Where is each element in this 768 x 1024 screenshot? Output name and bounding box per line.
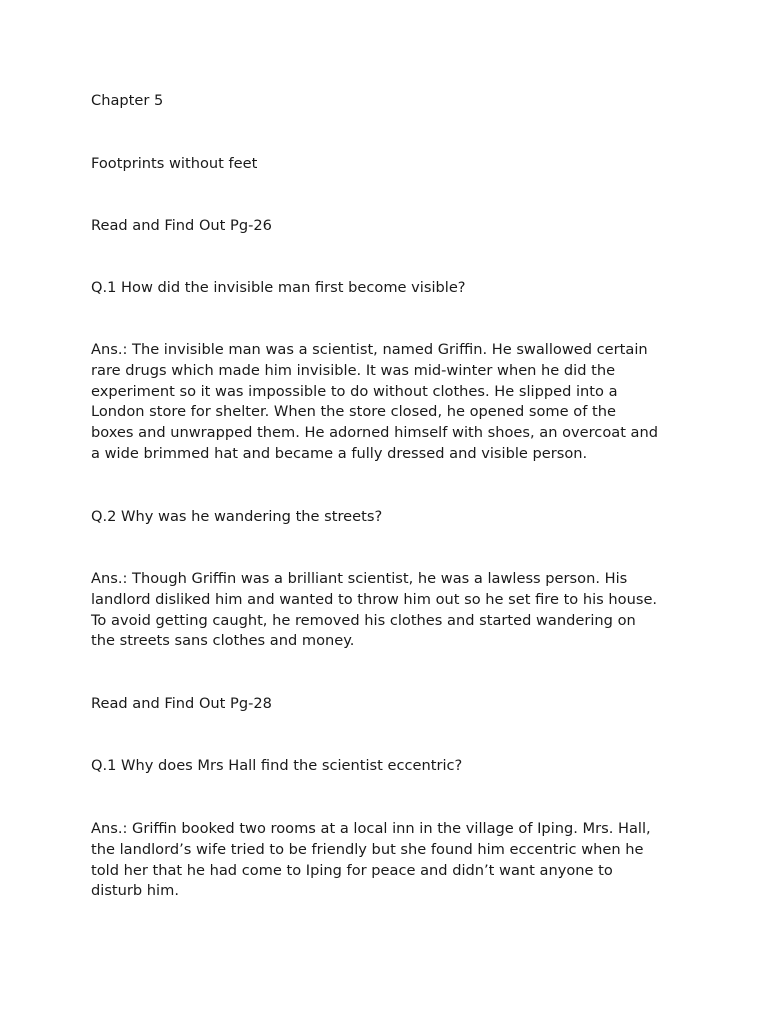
answer-line: disturb him. [91, 882, 179, 900]
section-heading-pg26: Read and Find Out Pg-26 [91, 217, 272, 234]
answer-line: boxes and unwrapped them. He adorned himself with shoes, an overcoat and [91, 424, 659, 442]
answer-line: experiment so it was impossible to do without clothes. He slipped into a [91, 382, 618, 400]
section-heading-pg28: Read and Find Out Pg-28 [91, 695, 272, 712]
answer-1-pg28 [91, 819, 691, 902]
question-1-pg28: Q.1 Why does Mrs Hall find the scientist eccentric? [91, 757, 463, 774]
answer-line: Ans.: The invisible man was a scientist, named Griffin. He swallowed certain [91, 341, 648, 358]
answer-2-pg26 [91, 569, 691, 652]
answer-line: London store for shelter. When the store closed, he opened some of the [91, 403, 616, 421]
chapter-heading: Chapter 5 [91, 92, 164, 109]
answer-line: Ans.: Griffin booked two rooms at a local inn in the village of Iping. Mrs. Hall, [91, 820, 651, 837]
answer-line: landlord disliked him and wanted to throw him out so he set fire to his house. [91, 590, 658, 608]
answer-line: a wide brimmed hat and became a fully dressed and visible person. [91, 444, 588, 462]
answer-line: the landlord’s wife tried to be friendly but she found him eccentric when he [91, 840, 644, 858]
answer-line: To avoid getting caught, he removed his clothes and started wandering on [91, 611, 636, 629]
chapter-title: Footprints without feet [91, 155, 258, 172]
question-1-pg26: Q.1 How did the invisible man first become visible? [91, 279, 466, 296]
answer-line: Ans.: Though Griffin was a brilliant scientist, he was a lawless person. His [91, 570, 628, 587]
answer-line: rare drugs which made him invisible. It was mid-winter when he did the [91, 361, 616, 379]
answer-1-pg26 [91, 340, 691, 465]
answer-line: told her that he had come to Iping for peace and didn’t want anyone to [91, 861, 613, 879]
question-2-pg26: Q.2 Why was he wandering the streets? [91, 508, 383, 525]
answer-line: the streets sans clothes and money. [91, 632, 355, 650]
